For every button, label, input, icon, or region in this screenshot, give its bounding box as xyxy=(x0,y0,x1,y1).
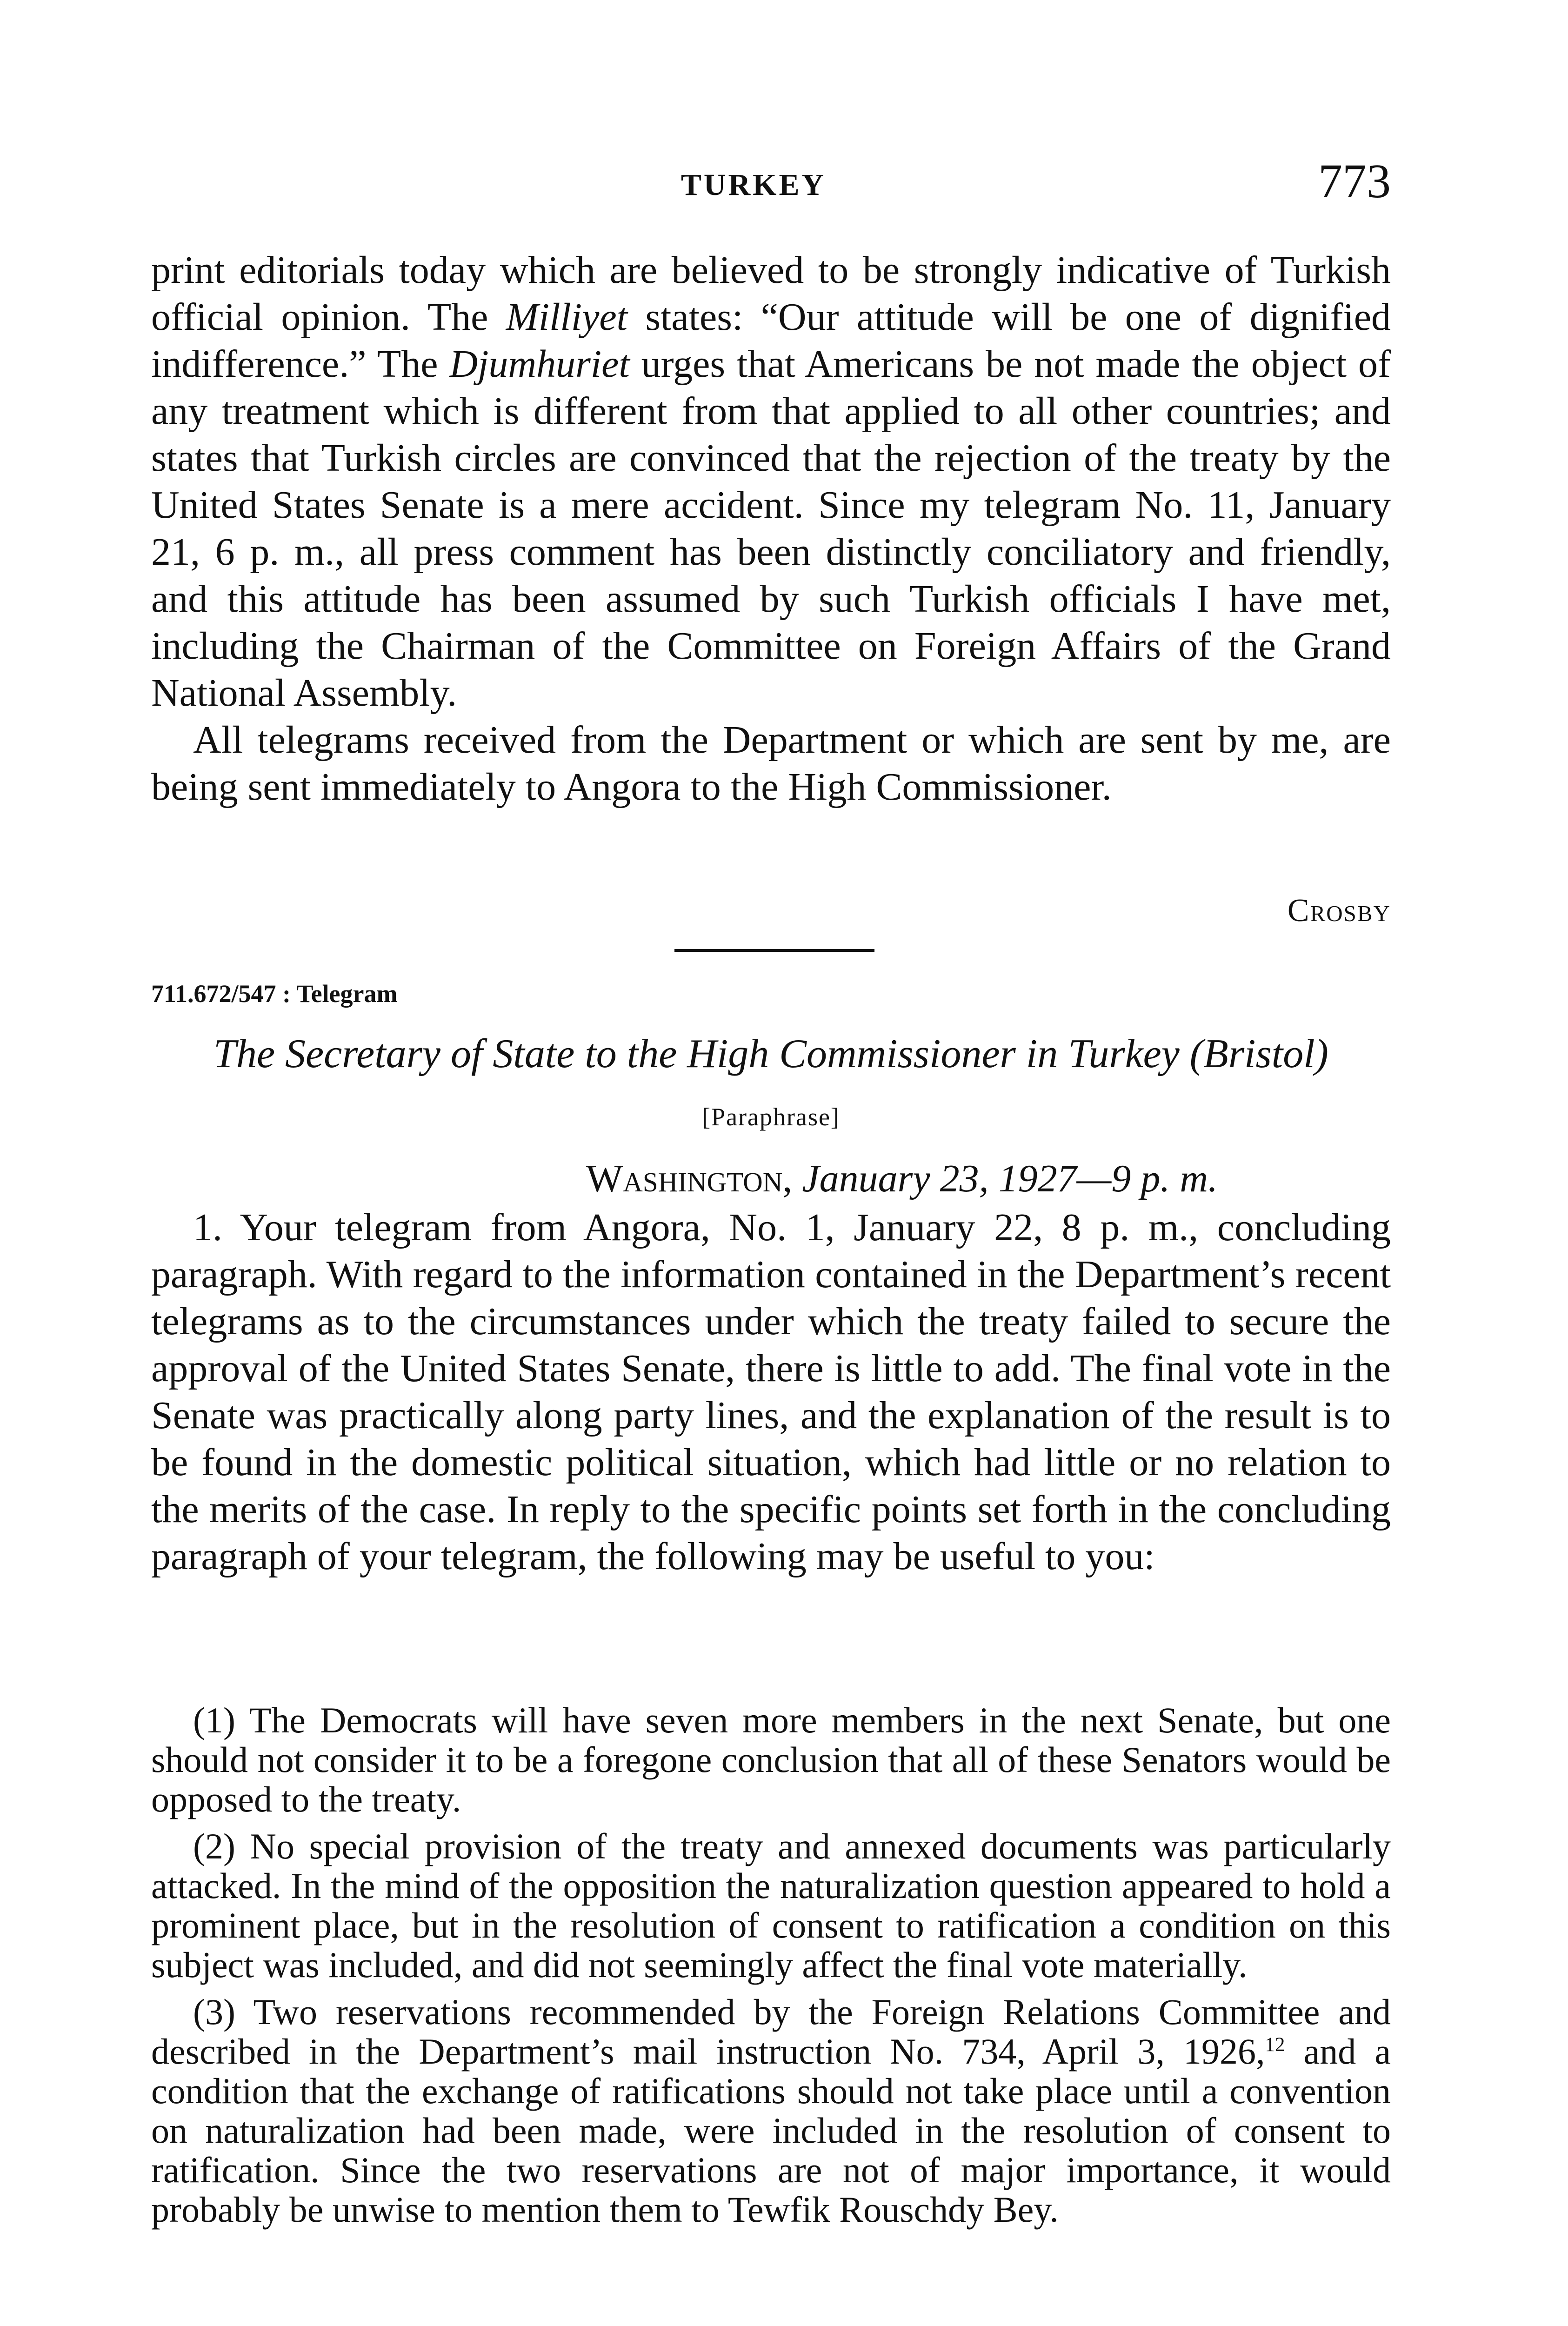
signature-crosby: Crosby xyxy=(1287,893,1391,929)
newspaper-milliyet: Milliyet xyxy=(506,295,628,339)
footnote-reference: 12 xyxy=(1265,2034,1285,2056)
point-3 xyxy=(151,1992,1391,2229)
dateline-place: Washington, xyxy=(586,1157,793,1200)
file-reference: 711.672/547 : Telegram xyxy=(151,980,398,1008)
paraphrase-label: [Paraphrase] xyxy=(702,1103,840,1131)
point-2: (2) No special provision of the treaty and annexed documents was particularly attacked. In the mind of the opposition the naturalization question appeared to hold a prominent place, but in the resolution of consent to ratification a condition on this subject was included, and did not seemingly affect the final vote materially. xyxy=(151,1826,1391,1985)
paragraph-text: urges that Americans be not made the object of any treatment which is different from that applied to all other countries; and states that Turkish circles are convinced that the rejection of the treaty by the United States Senate is a mere accident. Since my telegram No. 11, January 21, 6 p. m., all press comment has been distinctly conciliatory and friendly, and this attitude has been assumed by such Turkish officials I have met, including the Chairman of the Committee on Foreign Affairs of the Grand National Assembly. xyxy=(151,342,1391,715)
telegram-crosby-paragraph-2: All telegrams received from the Department or which are sent by me, are being sent immediately to Angora to the High Commissioner. xyxy=(151,718,1391,809)
telegram-crosby-body xyxy=(151,247,1391,810)
point-3-text: and a condition that the exchange of ratifications should not take place until a convention on naturalization had been made, were included in the resolution of consent to ratification. Since the two reservations are not of major importance, it would probably be unwise to mention them to Tewfik Rouschdy Bey. xyxy=(151,2031,1391,2230)
point-1: (1) The Democrats will have seven more members in the next Senate, but one should not consider it to be a foregone conclusion that all of these Senators would be opposed to the treaty. xyxy=(151,1700,1391,1819)
running-header-title: TURKEY xyxy=(681,168,827,202)
telegram-secretary-body xyxy=(151,1204,1391,1580)
page-number: 773 xyxy=(1318,154,1391,208)
document-title: The Secretary of State to the High Commissioner in Turkey (Bristol) xyxy=(214,1031,1328,1076)
telegram-secretary-paragraph-1: 1. Your telegram from Angora, No. 1, January 22, 8 p. m., concluding paragraph. With regard to the information contained in the Department’s recent telegrams as to the circumstances under which the treaty failed to secure the approval of the United States Senate, there is little to add. The final vote in the Senate was practically along party lines, and the explanation of the result is to be found in the domestic political situation, which had little or no relation to the merits of the case. In reply to the specific points set forth in the concluding paragraph of your telegram, the following may be useful to you: xyxy=(151,1206,1391,1578)
point-3-text: (3) Two reservations recommended by the Foreign Relations Committee and described in the Department’s mail instruction No. 734, April 3, 1926, xyxy=(151,1992,1391,2072)
paragraph-text: print editorials today which are believed to be strongly indicative of Turkish official opinion. The xyxy=(151,248,1391,339)
telegram-crosby-paragraph-1 xyxy=(151,247,1391,716)
newspaper-djumhuriet: Djumhuriet xyxy=(449,342,630,386)
paragraph-text: states: “Our attitude will be one of dignified indifference.” The xyxy=(151,295,1391,386)
dateline-date: January 23, 1927—9 p. m. xyxy=(802,1157,1218,1200)
section-divider xyxy=(674,949,874,952)
numbered-points xyxy=(151,1700,1391,2237)
dateline xyxy=(586,1156,1218,1201)
